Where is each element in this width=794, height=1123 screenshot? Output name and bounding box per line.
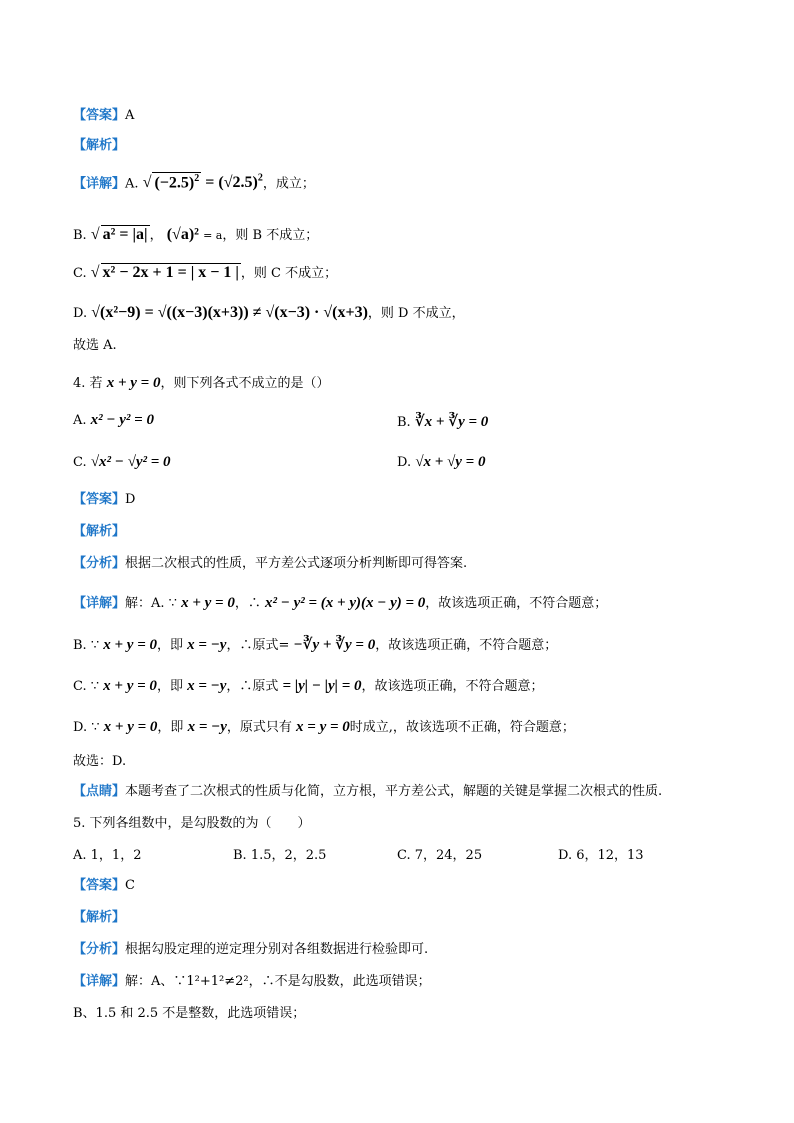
detail-mid: ，即 bbox=[156, 679, 183, 694]
q5-option-c: C. 7，24，25 bbox=[397, 848, 483, 863]
stem-prefix: 4. 若 bbox=[73, 376, 103, 391]
detail-lead: 解：A. ∵ bbox=[125, 596, 177, 611]
q4-detail-c bbox=[73, 675, 544, 695]
math: x = −y bbox=[187, 637, 227, 653]
analysis-tag: 【解析】 bbox=[73, 138, 126, 153]
q4-option-b bbox=[397, 412, 488, 431]
q3-detail-a bbox=[73, 172, 315, 192]
option-label: A. bbox=[73, 413, 87, 428]
q3-detail-d bbox=[73, 302, 465, 322]
q4-detail-d bbox=[73, 716, 575, 736]
analysis-label: 【分析】 bbox=[73, 942, 126, 957]
option-prefix: C. bbox=[73, 266, 87, 281]
answer-value: D bbox=[125, 492, 136, 507]
q5-detail-b: B、1.5 和 2.5 不是整数，此选项错误； bbox=[73, 1006, 306, 1021]
q4-option-d bbox=[397, 454, 485, 471]
detail-mid: ，即 bbox=[157, 720, 184, 735]
math-right: (√2.5) bbox=[218, 174, 258, 192]
option-math: √x + √y = 0 bbox=[415, 454, 486, 470]
detail-tag: 【详解】 bbox=[73, 176, 126, 192]
detail-suffix: ，成立； bbox=[262, 176, 315, 192]
math: x = y = 0 bbox=[296, 719, 350, 735]
option-label: B. bbox=[397, 415, 411, 430]
q5-option-d: D. 6，12，13 bbox=[558, 848, 644, 863]
stem-math: x + y = 0 bbox=[106, 375, 161, 391]
q4-comment bbox=[73, 780, 662, 799]
detail-suffix: ，故该选项正确，不符合题意； bbox=[425, 596, 608, 611]
detail-mid: ，原式只有 bbox=[226, 720, 292, 735]
option-prefix: D. bbox=[73, 306, 88, 321]
math-formula: √(x²−9) = √((x−3)(x+3)) ≠ √(x−3) · √(x+3) bbox=[91, 304, 368, 321]
q4-detail-b bbox=[73, 634, 557, 654]
detail-text: 解：A、∵1²+1²≠2²，∴不是勾股数，此选项错误； bbox=[125, 974, 431, 989]
q4-analysis-text bbox=[73, 552, 467, 571]
math-formula-1: √ a² = |a| bbox=[90, 226, 148, 243]
option-math: x² − y² = 0 bbox=[90, 412, 154, 428]
stem-suffix: ，则下列各式不成立的是（） bbox=[160, 376, 330, 391]
q4-option-a bbox=[73, 412, 154, 429]
q5-detail-a bbox=[73, 970, 431, 989]
analysis-text: 根据二次根式的性质，平方差公式逐项分析判断即可得答案. bbox=[125, 556, 468, 571]
math-formula: √ $(-2.5)^2 = (√2.5)^2$ bbox=[142, 173, 263, 192]
analysis-tag: 【解析】 bbox=[73, 524, 126, 539]
answer-tag: 【答案】 bbox=[73, 878, 126, 893]
q4-stem bbox=[73, 372, 329, 392]
math: x + y = 0 bbox=[181, 595, 235, 611]
math: x = −y bbox=[187, 719, 227, 735]
math: x² − y² = (x + y)(x − y) = 0 bbox=[265, 595, 426, 611]
answer-tag: 【答案】 bbox=[73, 492, 126, 507]
detail-mid: ，∴原式= bbox=[226, 638, 290, 653]
q4-option-c bbox=[73, 454, 171, 471]
comment-tag: 【点睛】 bbox=[73, 784, 126, 799]
q4-conclusion: 故选：D. bbox=[73, 754, 127, 769]
detail-lead: B. ∵ bbox=[73, 638, 100, 653]
analysis-tag: 【解析】 bbox=[73, 910, 126, 925]
option-prefix: B. bbox=[73, 228, 87, 243]
q5-analysis-text bbox=[73, 938, 428, 957]
math-left: (−2.5) bbox=[154, 174, 195, 192]
math: x + y = 0 bbox=[103, 719, 158, 735]
detail-suffix: ，则 D 不成立， bbox=[367, 306, 465, 321]
q3-detail-c bbox=[73, 262, 337, 282]
option-label: C. bbox=[73, 455, 87, 470]
detail-mid: ，∴原式 bbox=[226, 679, 279, 694]
detail-suffix: ，则 C 不成立； bbox=[240, 266, 338, 281]
q5-option-b: B. 1.5，2，2.5 bbox=[233, 848, 327, 863]
q3-detail-b: B. √ a² = |a| ， (√a)² = a，则 B 不成立； bbox=[73, 226, 319, 243]
answer-value: C bbox=[125, 878, 135, 893]
q5-answer-line bbox=[73, 874, 135, 893]
q3-answer-line bbox=[73, 104, 134, 123]
detail-suffix: 时成立,，故该选项不正确，符合题意； bbox=[349, 720, 575, 735]
detail-lead: D. ∵ bbox=[73, 720, 100, 735]
analysis-text: 根据勾股定理的逆定理分别对各组数据进行检验即可. bbox=[125, 942, 429, 957]
detail-tag: 【详解】 bbox=[73, 596, 126, 611]
q5-analysis-line bbox=[73, 906, 125, 925]
analysis-label: 【分析】 bbox=[73, 556, 126, 571]
detail-tag: 【详解】 bbox=[73, 974, 126, 989]
detail-mid: ，即 bbox=[157, 638, 184, 653]
option-math: √x² − √y² = 0 bbox=[90, 454, 171, 470]
math: x = −y bbox=[187, 678, 227, 694]
q4-answer-line bbox=[73, 488, 135, 507]
math-small: = a bbox=[203, 229, 223, 242]
math: −∛y + ∛y = 0 bbox=[293, 637, 376, 653]
q5-stem: 5. 下列各组数中，是勾股数的为（ ） bbox=[73, 816, 311, 831]
option-prefix: A. bbox=[125, 176, 139, 192]
math-formula-2: (√a)² bbox=[166, 226, 199, 243]
q3-conclusion: 故选 A. bbox=[73, 338, 117, 353]
math: = |y| − |y| = 0 bbox=[282, 678, 362, 694]
q4-analysis-line bbox=[73, 520, 125, 539]
math: x + y = 0 bbox=[103, 637, 157, 653]
detail-suffix: ，则 B 不成立； bbox=[222, 228, 319, 243]
option-math: ∛x + ∛y = 0 bbox=[414, 414, 489, 430]
math: x + y = 0 bbox=[103, 678, 157, 694]
comment-text: 本题考查了二次根式的性质与化简，立方根，平方差公式，解题的关键是掌握二次根式的性质. bbox=[125, 784, 663, 799]
detail-mid: ，∴ bbox=[234, 596, 261, 611]
math-formula: √ x² − 2x + 1 = | x − 1 | bbox=[90, 264, 239, 281]
detail-suffix: ，故该选项正确，不符合题意； bbox=[361, 679, 544, 694]
answer-value: A bbox=[125, 108, 135, 123]
q5-option-a: A. 1，1，2 bbox=[73, 848, 142, 863]
q3-analysis-line bbox=[73, 134, 125, 153]
q4-detail-a bbox=[73, 592, 607, 612]
answer-tag: 【答案】 bbox=[73, 108, 126, 123]
detail-lead: C. ∵ bbox=[73, 679, 100, 694]
detail-suffix: ，故该选项正确，不符合题意； bbox=[375, 638, 558, 653]
option-label: D. bbox=[397, 455, 412, 470]
